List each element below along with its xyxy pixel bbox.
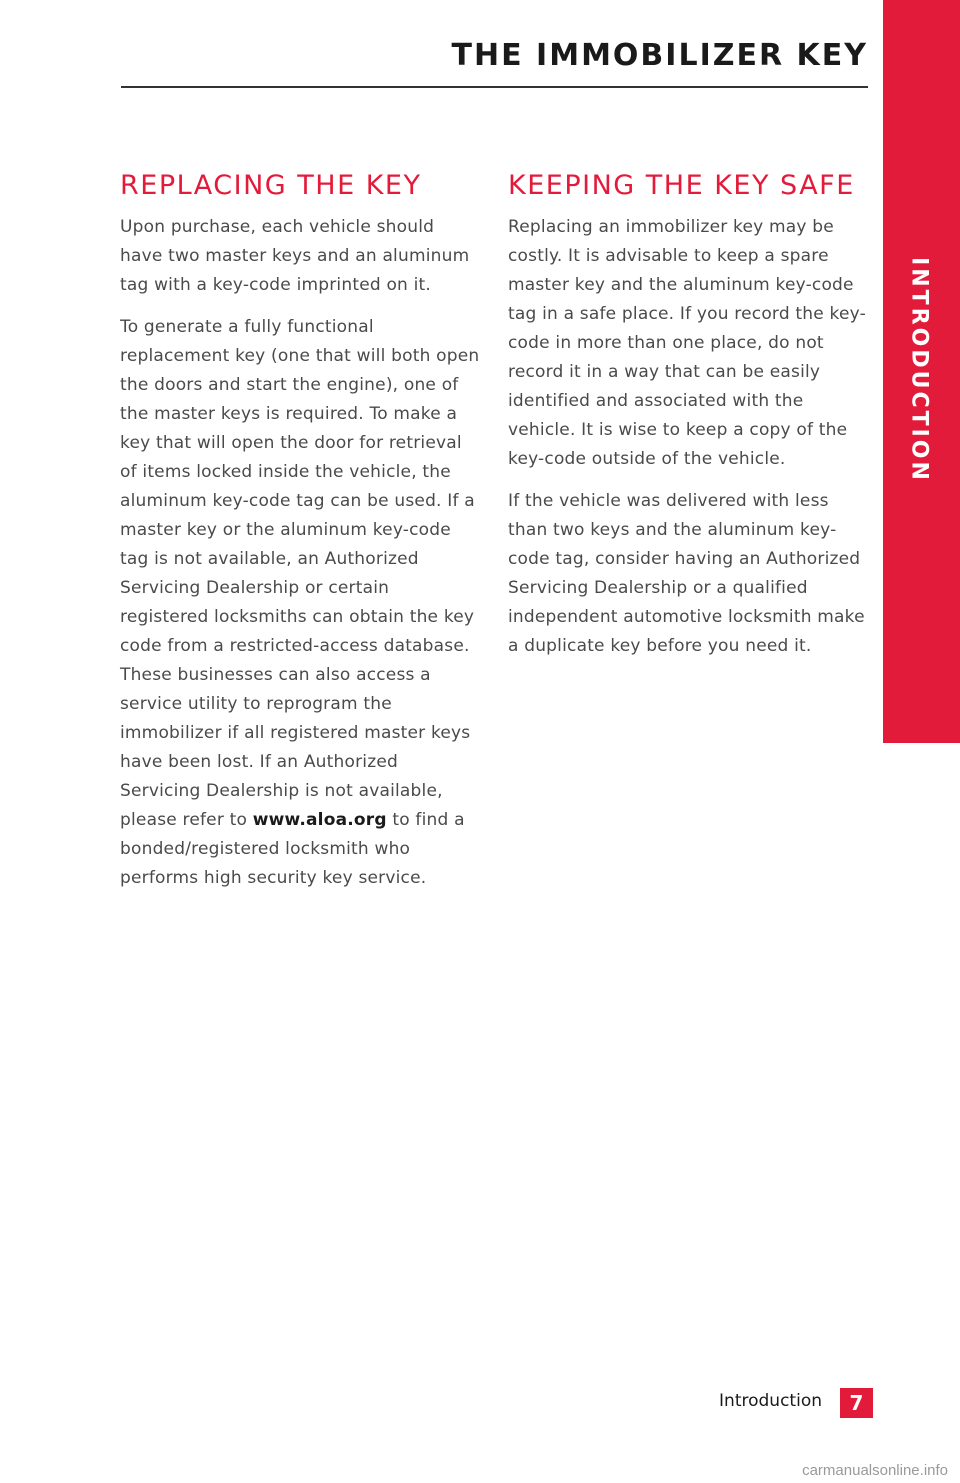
replacing-key-paragraph-2-start: To generate a fully functional replacement key (one that will both open the doors and start the engine), one of the master keys is required. To make a key that will open the door for retrieval of items locked inside the vehicle, the aluminum key-code tag can be used. If a master key or the aluminum key-code tag is not available, an Authorized Servicing Dealership or certain registered locksmiths can obtain the key code from a restricted-access database. These businesses can also access a service utility to reprogram the immobilizer if all registered master keys have been lost. If an Authorized Servicing Dealership is not available, please refer to — [120, 317, 480, 830]
keeping-key-safe-paragraph-2: If the vehicle was delivered with less than two keys and the aluminum key-code tag, consider having an Authorized Servicing Dealership or a qualified independent automotive locksmith make a duplicate key before you need it. — [508, 491, 865, 656]
watermark: carmanualsonline.info — [802, 1462, 948, 1479]
section-side-tab-label: INTRODUCTION — [906, 257, 932, 483]
aloa-link[interactable]: www.aloa.org — [252, 810, 387, 830]
page-number-badge: 7 — [840, 1388, 873, 1418]
page-title: THE IMMOBILIZER KEY — [451, 38, 868, 73]
replacing-key-section — [120, 170, 480, 906]
keeping-key-safe-section — [508, 170, 868, 674]
header-rule — [121, 86, 868, 88]
keeping-key-safe-heading: KEEPING THE KEY SAFE — [508, 170, 855, 201]
replacing-key-paragraph-1: Upon purchase, each vehicle should have two master keys and an aluminum tag with a key-code imprinted on it. — [120, 217, 470, 295]
keeping-key-safe-paragraph-1: Replacing an immobilizer key may be costly. It is advisable to keep a spare master key and the aluminum key-code tag in a safe place. If you record the key-code in more than one place, do not record it in a way that can be easily identified and associated with the vehicle. It is wise to keep a copy of the key-code outside of the vehicle. — [508, 217, 866, 469]
footer-section-label: Introduction — [719, 1391, 822, 1411]
replacing-key-heading: REPLACING THE KEY — [120, 170, 422, 201]
replacing-key-paragraph-2 — [120, 313, 480, 893]
replacing-key-paragraph-2-end: to find a bonded/registered locksmith who performs high security key service. — [120, 810, 465, 888]
